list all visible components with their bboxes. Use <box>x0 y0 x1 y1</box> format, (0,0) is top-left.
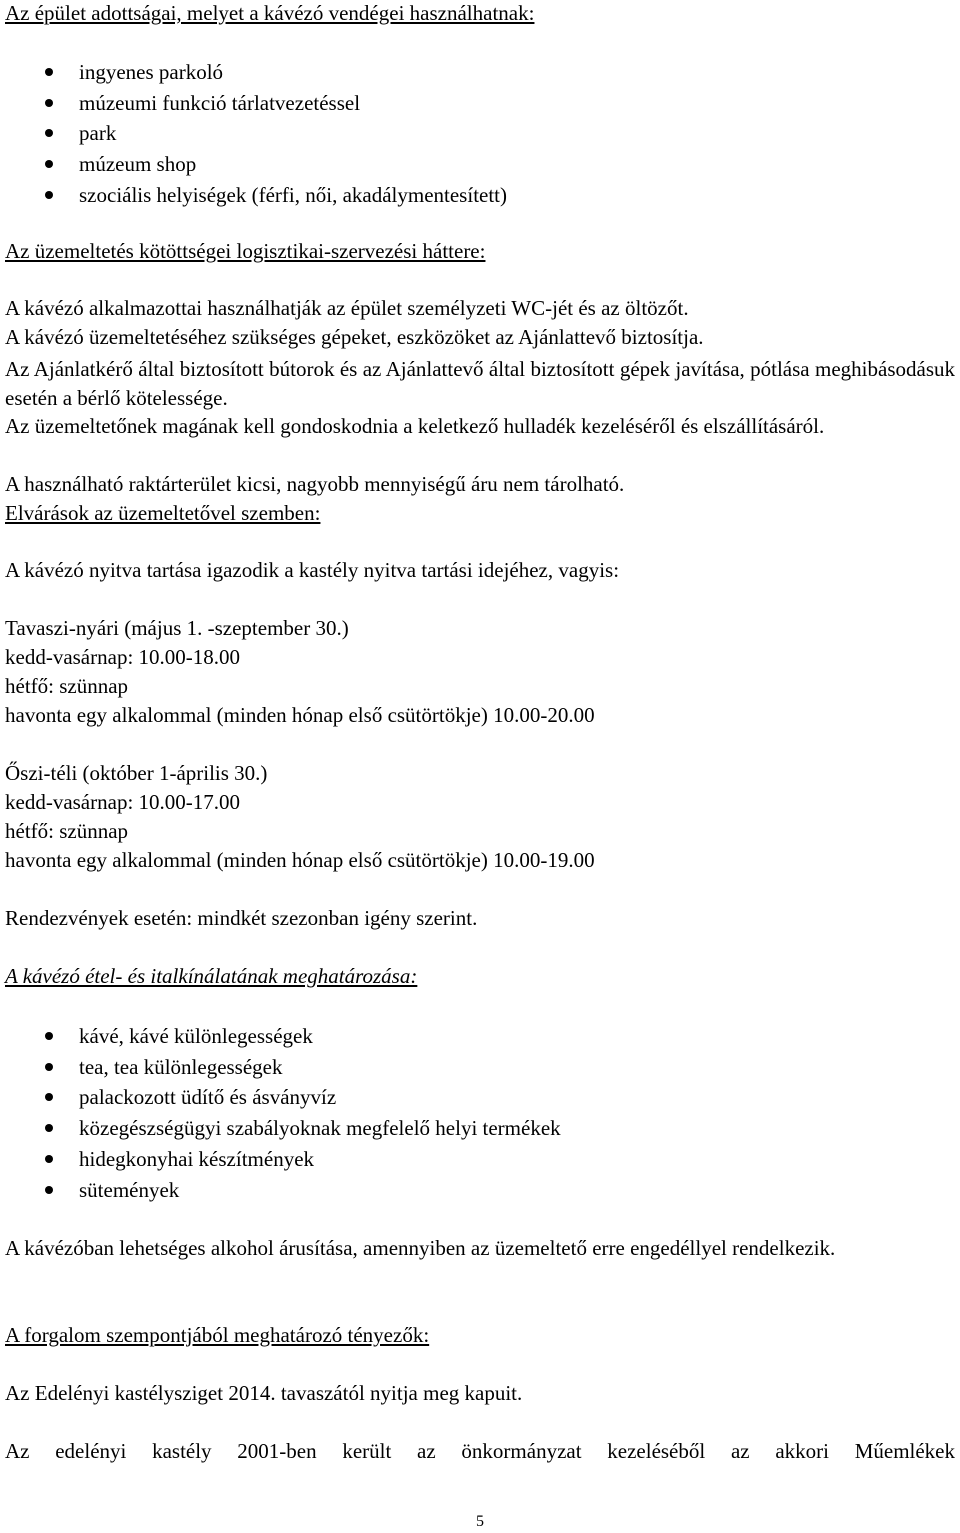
list-item: közegészségügyi szabályoknak megfelelő helyi termékek <box>5 1113 905 1144</box>
paragraph-events: Rendezvények esetén: mindkét szezonban igény szerint. <box>5 906 478 930</box>
list-item: palackozott üdítő és ásványvíz <box>5 1082 905 1113</box>
list-item: ingyenes parkoló <box>5 57 905 88</box>
heading-logistics: Az üzemeltetés kötöttségei logisztikai-szervezési háttere: <box>5 239 486 263</box>
paragraph-opening-hours: A kávézó nyitva tartása igazodik a kastély nyitva tartási idejéhez, vagyis: <box>5 558 620 582</box>
heading-menu: A kávézó étel- és italkínálatának meghatározása: <box>5 964 418 988</box>
list-item: tea, tea különlegességek <box>5 1052 905 1083</box>
season-spring-line: hétfő: szünnap <box>5 674 129 698</box>
season-autumn-line: havonta egy alkalommal (minden hónap első csütörtökje) 10.00-19.00 <box>5 848 595 872</box>
heading-building-features: Az épület adottságai, melyet a kávézó vendégei használhatnak: <box>5 1 535 25</box>
paragraph-alcohol: A kávézóban lehetséges alkohol árusítása, amennyiben az üzemeltető erre engedéllyel rendelkezik. <box>5 1236 836 1260</box>
paragraph-storage: A használható raktárterület kicsi, nagyobb mennyiségű áru nem tárolható. <box>5 472 625 496</box>
paragraph-repairs: Az Ajánlatkérő által biztosított bútorok és az Ajánlattevő által biztosított gépek javítása, pótlása meghibásodásuk esetén a bérlő kötelessége. <box>5 357 955 410</box>
features-list <box>5 57 905 211</box>
list-item: múzeum shop <box>5 149 905 180</box>
season-autumn-title: Őszi-téli (október 1-április 30.) <box>5 761 268 785</box>
season-spring-line: kedd-vasárnap: 10.00-18.00 <box>5 645 241 669</box>
season-spring-line: havonta egy alkalommal (minden hónap első csütörtökje) 10.00-20.00 <box>5 703 595 727</box>
heading-traffic-factors: A forgalom szempontjából meghatározó tényezők: <box>5 1323 430 1347</box>
menu-list <box>5 1021 905 1205</box>
list-item: kávé, kávé különlegességek <box>5 1021 905 1052</box>
heading-expectations: Elvárások az üzemeltetővel szemben: <box>5 501 321 525</box>
paragraph-waste: Az üzemeltetőnek magának kell gondoskodnia a keletkező hulladék kezeléséről és elszállításáról. <box>5 414 825 438</box>
list-item: park <box>5 118 905 149</box>
season-spring-title: Tavaszi-nyári (május 1. -szeptember 30.) <box>5 616 349 640</box>
list-item: szociális helyiségek (férfi, női, akadálymentesített) <box>5 180 905 211</box>
list-item: múzeumi funkció tárlatvezetéssel <box>5 88 905 119</box>
paragraph-staff-facilities: A kávézó alkalmazottai használhatják az épület személyzeti WC-jét és az öltözőt. <box>5 296 689 320</box>
list-item: sütemények <box>5 1175 905 1206</box>
paragraph-equipment: A kávézó üzemeltetéséhez szükséges gépeket, eszközöket az Ajánlattevő biztosítja. <box>5 325 704 349</box>
season-autumn-line: kedd-vasárnap: 10.00-17.00 <box>5 790 241 814</box>
page-number: 5 <box>476 1513 484 1530</box>
list-item: hidegkonyhai készítmények <box>5 1144 905 1175</box>
paragraph-opening-2014: Az Edelényi kastélysziget 2014. tavaszától nyitja meg kapuit. <box>5 1381 523 1405</box>
season-autumn-line: hétfő: szünnap <box>5 819 129 843</box>
paragraph-castle-history: Az edelényi kastély 2001-ben került az önkormányzat kezeléséből az akkori Műemlékek <box>5 1439 955 1463</box>
